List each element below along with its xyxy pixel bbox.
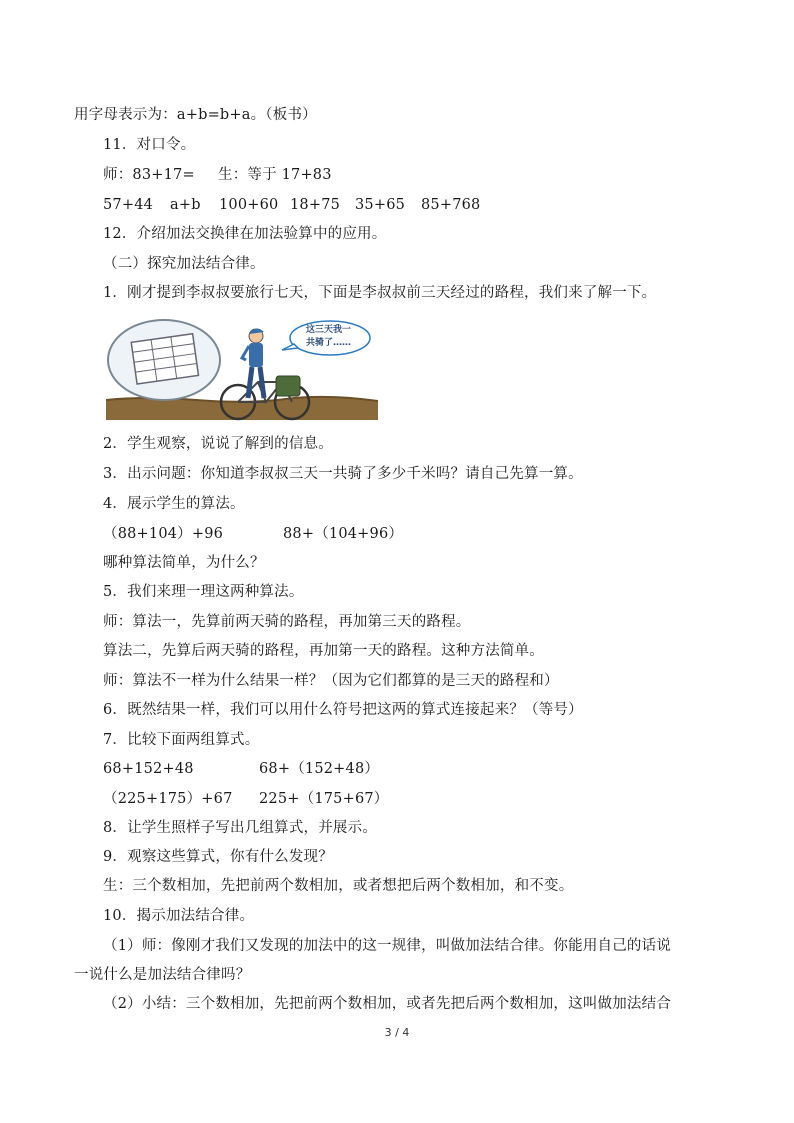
expression: 57+44	[103, 197, 154, 213]
text-line: 1．刚才提到李叔叔要旅行七天，下面是李叔叔前三天经过的路程，我们来了解一下。	[103, 285, 657, 301]
text-line: 6．既然结果一样，我们可以用什么符号把这两的算式连接起来？（等号）	[103, 702, 583, 718]
text-line: 师：83+17=	[103, 167, 195, 183]
expression: 68+152+48	[103, 761, 194, 777]
speech-text: 这三天我一	[306, 325, 352, 335]
text-line: 5．我们来理一理这两种算法。	[103, 584, 304, 600]
text-line: 8．让学生照样子写出几组算式，并展示。	[103, 820, 378, 836]
text-line: 2．学生观察，说说了解到的信息。	[103, 436, 333, 452]
expression: 85+768	[421, 197, 481, 213]
text-line: （1）师：像刚才我们又发现的加法中的这一规律，叫做加法结合律。你能用自己的话说	[103, 938, 672, 954]
expression: 35+65	[355, 197, 406, 213]
speech-text: 共骑了……	[306, 338, 352, 348]
text-line: 师：算法不一样为什么结果一样？（因为它们都算的是三天的路程和）	[103, 673, 559, 689]
text-line: 10．揭示加法结合律。	[103, 908, 255, 924]
text-line: 7．比较下面两组算式。	[103, 732, 260, 748]
cyclist-illustration	[106, 316, 378, 426]
section-heading: （二）探究加法结合律。	[103, 256, 265, 272]
expression: （225+175）+67	[103, 791, 233, 807]
text-line: 哪种算法简单，为什么？	[103, 555, 265, 571]
expression: 88+（104+96）	[283, 526, 404, 542]
text-line: 一说什么是加法结合律吗？	[74, 967, 251, 983]
page-number: 3 / 4	[384, 1026, 410, 1039]
text-line: 9．观察这些算式，你有什么发现？	[103, 849, 333, 865]
text-line: 11．对口令。	[103, 137, 196, 153]
text-line: 生：等于 17+83	[218, 167, 332, 183]
text-line: 用字母表示为：a+b=b+a。（板书）	[74, 107, 317, 123]
expression: （88+104）+96	[103, 526, 224, 542]
text-line: 师：算法一，先算前两天骑的路程，再加第三天的路程。	[103, 614, 471, 630]
expression: a+b	[170, 197, 201, 213]
expression: 68+（152+48）	[259, 761, 380, 777]
expression: 100+60	[219, 197, 279, 213]
text-line: 4．展示学生的算法。	[103, 496, 245, 512]
text-line: 生：三个数相加，先把前两个数相加，或者想把后两个数相加，和不变。	[103, 878, 574, 894]
text-line: 3．出示问题：你知道李叔叔三天一共骑了多少千米吗？请自己先算一算。	[103, 466, 583, 482]
text-line: 算法二，先算后两天骑的路程，再加第一天的路程。这种方法简单。	[103, 643, 544, 659]
expression: 225+（175+67）	[259, 791, 389, 807]
expression: 18+75	[290, 197, 341, 213]
text-line: （2）小结：三个数相加，先把前两个数相加，或者先把后两个数相加，这叫做加法结合	[103, 996, 672, 1012]
text-line: 12．介绍加法交换律在加法验算中的应用。	[103, 226, 387, 242]
